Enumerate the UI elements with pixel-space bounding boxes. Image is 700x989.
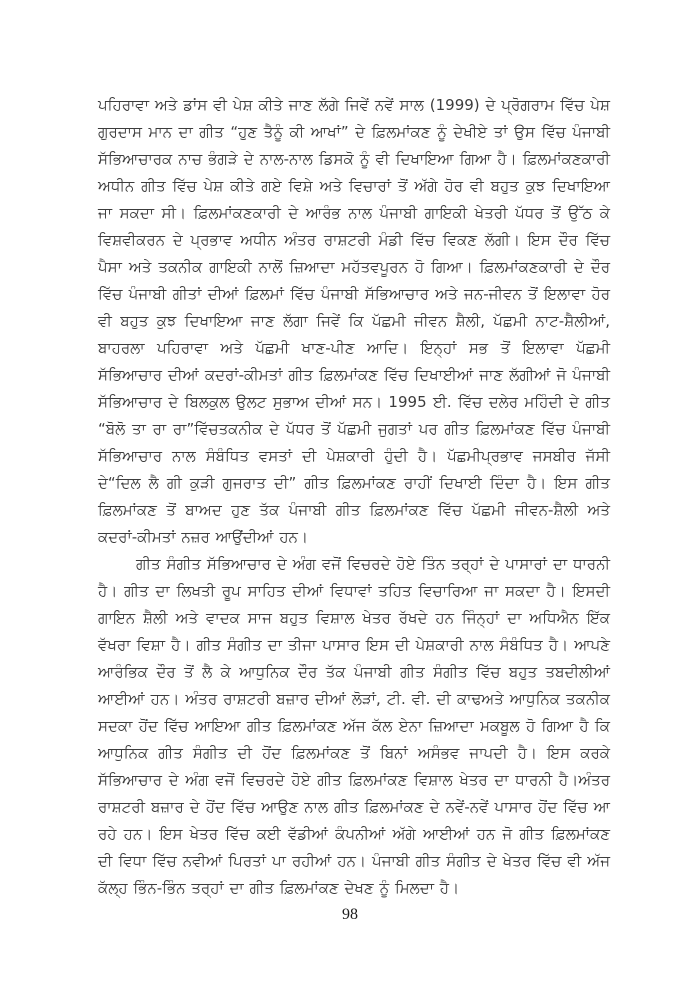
paragraph-2: ਗੀਤ ਸੰਗੀਤ ਸੱਭਿਆਚਾਰ ਦੇ ਅੰਗ ਵਜੋਂ ਵਿਚਰਦੇ ਹੋਏ ਤਿੰਨ ਤਰ੍ਹਾਂ ਦੇ ਪਾਸਾਰਾਂ ਦਾ ਧਾਰਨੀ ਹੈ। ਗੀਤ ਦਾ ਲਿਖਤੀ ਰੂਪ ਸਾਹਿਤ ਦੀਆਂ ਵਿਧਾਵਾਂ ਤਹਿਤ ਵਿਚਾਰਿਆ ਜਾ ਸਕਦਾ ਹੈ। ਇਸਦੀ ਗਾਇਨ ਸ਼ੈਲੀ ਅਤੇ ਵਾਦਕ ਸਾਜ ਬਹੁਤ ਵਿਸ਼ਾਲ ਖੇਤਰ ਰੱਖਦੇ ਹਨ ਜਿੰਨ੍ਹਾਂ ਦਾ ਅਧਿਐਨ ਇੱਕ ਵੱਖਰਾ ਵਿਸ਼ਾ ਹੈ। ਗੀਤ ਸੰਗੀਤ ਦਾ ਤੀਜਾ ਪਾਸਾਰ ਇਸ ਦੀ ਪੇਸ਼ਕਾਰੀ ਨਾਲ ਸੰਬੰਧਿਤ ਹੈ। ਆਪਣੇ ਆਰੰਭਿਕ ਦੌਰ ਤੋਂ ਲੈ ਕੇ ਆਧੁਨਿਕ ਦੌਰ ਤੱਕ ਪੰਜਾਬੀ ਗੀਤ ਸੰਗੀਤ ਵਿੱਚ ਬਹੁਤ ਤਬਦੀਲੀਆਂ ਆਈਆਂ ਹਨ। ਅੰਤਰ ਰਾਸ਼ਟਰੀ ਬਜ਼ਾਰ ਦੀਆਂ ਲੋੜਾਂ, ਟੀ. ਵੀ. ਦੀ ਕਾਢਅਤੇ ਆਧੁਨਿਕ ਤਕਨੀਕ ਸਦਕਾ ਹੋਂਦ ਵਿੱਚ ਆਇਆ ਗੀਤ ਫ਼ਿਲਮਾਂਕਣ ਅੱਜ ਕੱਲ ਏਨਾ ਜ਼ਿਆਦਾ ਮਕਬੂਲ ਹੋ ਗਿਆ ਹੈ ਕਿ ਆਧੁਨਿਕ ਗੀਤ ਸੰਗੀਤ ਦੀ ਹੋਂਦ ਫ਼ਿਲਮਾਂਕਣ ਤੋਂ ਬਿਨਾਂ ਅਸੰਭਵ ਜਾਪਦੀ ਹੈ। ਇਸ ਕਰਕੇ ਸੱਭਿਆਚਾਰ ਦੇ ਅੰਗ ਵਜੋਂ ਵਿਚਰਦੇ ਹੋਏ ਗੀਤ ਫ਼ਿਲਮਾਂਕਣ ਵਿਸ਼ਾਲ ਖੇਤਰ ਦਾ ਧਾਰਨੀ ਹੈ।ਅੰਤਰ ਰਾਸ਼ਟਰੀ ਬਜ਼ਾਰ ਦੇ ਹੋਂਦ ਵਿੱਚ ਆਉਣ ਨਾਲ ਗੀਤ ਫ਼ਿਲਮਾਂਕਣ ਦੇ ਨਵੇਂ-ਨਵੇਂ ਪਾਸਾਰ ਹੋਂਦ ਵਿੱਚ ਆ ਰਹੇ ਹਨ। ਇਸ ਖੇਤਰ ਵਿੱਚ ਕਈ ਵੱਡੀਆਂ ਕੰਪਨੀਆਂ ਅੱਗੇ ਆਈਆਂ ਹਨ ਜੋ ਗੀਤ ਫ਼ਿਲਮਾਂਕਣ ਦੀ ਵਿਧਾ ਵਿੱਚ ਨਵੀਆਂ ਪਿਰਤਾਂ ਪਾ ਰਹੀਆਂ ਹਨ। ਪੰਜਾਬੀ ਗੀਤ ਸੰਗੀਤ ਦੇ ਖੇਤਰ ਵਿੱਚ ਵੀ ਅੱਜ ਕੱਲ੍ਹ ਭਿੰਨ-ਭਿੰਨ ਤਰ੍ਹਾਂ ਦਾ ਗੀਤ ਫ਼ਿਲਮਾਂਕਣ ਦੇਖਣ ਨੂੰ ਮਿਲਦਾ ਹੈ। [98, 555, 610, 897]
body-text [98, 92, 610, 902]
paragraph-1: ਪਹਿਰਾਵਾ ਅਤੇ ਡਾਂਸ ਵੀ ਪੇਸ਼ ਕੀਤੇ ਜਾਣ ਲੱਗੇ ਜਿਵੇਂ ਨਵੇਂ ਸਾਲ (1999) ਦੇ ਪ੍ਰੋਗਰਾਮ ਵਿੱਚ ਪੇਸ਼ ਗੁਰਦਾਸ ਮਾਨ ਦਾ ਗੀਤ “ਹੁਣ ਤੈਨੂੰ ਕੀ ਆਖਾਂ” ਦੇ ਫ਼ਿਲਮਾਂਕਣ ਨੂੰ ਦੇਖੀਏ ਤਾਂ ਉਸ ਵਿੱਚ ਪੰਜਾਬੀ ਸੱਭਿਆਚਾਰਕ ਨਾਚ ਭੰਗੜੇ ਦੇ ਨਾਲ-ਨਾਲ ਡਿਸਕੋ ਨੂੰ ਵੀ ਦਿਖਾਇਆ ਗਿਆ ਹੈ। ਫ਼ਿਲਮਾਂਕਣਕਾਰੀ ਅਧੀਨ ਗੀਤ ਵਿੱਚ ਪੇਸ਼ ਕੀਤੇ ਗਏ ਵਿਸ਼ੇ ਅਤੇ ਵਿਚਾਰਾਂ ਤੋਂ ਅੱਗੇ ਹੋਰ ਵੀ ਬਹੁਤ ਕੁਝ ਦਿਖਾਇਆ ਜਾ ਸਕਦਾ ਸੀ। ਫ਼ਿਲਮਾਂਕਣਕਾਰੀ ਦੇ ਆਰੰਭ ਨਾਲ ਪੰਜਾਬੀ ਗਾਇਕੀ ਖੇਤਰੀ ਪੱਧਰ ਤੋਂ ਉੱਠ ਕੇ ਵਿਸ਼ਵੀਕਰਨ ਦੇ ਪ੍ਰਭਾਵ ਅਧੀਨ ਅੰਤਰ ਰਾਸ਼ਟਰੀ ਮੰਡੀ ਵਿੱਚ ਵਿਕਣ ਲੱਗੀ। ਇਸ ਦੌਰ ਵਿੱਚ ਪੈਸਾ ਅਤੇ ਤਕਨੀਕ ਗਾਇਕੀ ਨਾਲੋਂ ਜ਼ਿਆਦਾ ਮਹੱਤਵਪੂਰਨ ਹੋ ਗਿਆ। ਫ਼ਿਲਮਾਂਕਣਕਾਰੀ ਦੇ ਦੌਰ ਵਿੱਚ ਪੰਜਾਬੀ ਗੀਤਾਂ ਦੀਆਂ ਫ਼ਿਲਮਾਂ ਵਿੱਚ ਪੰਜਾਬੀ ਸੱਭਿਆਚਾਰ ਅਤੇ ਜਨ-ਜੀਵਨ ਤੋਂ ਇਲਾਵਾ ਹੋਰ ਵੀ ਬਹੁਤ ਕੁਝ ਦਿਖਾਇਆ ਜਾਣ ਲੱਗਾ ਜਿਵੇਂ ਕਿ ਪੱਛਮੀ ਜੀਵਨ ਸ਼ੈਲੀ, ਪੱਛਮੀ ਨਾਟ-ਸ਼ੈਲੀਆਂ, ਬਾਹਰਲਾ ਪਹਿਰਾਵਾ ਅਤੇ ਪੱਛਮੀ ਖਾਣ-ਪੀਣ ਆਦਿ। ਇਨ੍ਹਾਂ ਸਭ ਤੋਂ ਇਲਾਵਾ ਪੱਛਮੀ ਸੱਭਿਆਚਾਰ ਦੀਆਂ ਕਦਰਾਂ-ਕੀਮਤਾਂ ਗੀਤ ਫ਼ਿਲਮਾਂਕਣ ਵਿੱਚ ਦਿਖਾਈਆਂ ਜਾਣ ਲੱਗੀਆਂ ਜੋ ਪੰਜਾਬੀ ਸੱਭਿਆਚਾਰ ਦੇ ਬਿਲਕੁਲ ਉਲਟ ਸੁਭਾਅ ਦੀਆਂ ਸਨ। 1995 ਈ. ਵਿੱਚ ਦਲੇਰ ਮਹਿੰਦੀ ਦੇ ਗੀਤ “ਬੋਲੋ ਤਾ ਰਾ ਰਾ”ਵਿੱਚਤਕਨੀਕ ਦੇ ਪੱਧਰ ਤੋਂ ਪੱਛਮੀ ਜੁਗਤਾਂ ਪਰ ਗੀਤ ਫ਼ਿਲਮਾਂਕਣ ਵਿੱਚ ਪੰਜਾਬੀ ਸੱਭਿਆਚਾਰ ਨਾਲ ਸੰਬੰਧਿਤ ਵਸਤਾਂ ਦੀ ਪੇਸ਼ਕਾਰੀ ਹੁੰਦੀ ਹੈ। ਪੱਛਮੀਪ੍ਰਭਾਵ ਜਸਬੀਰ ਜੱਸੀ ਦੇ“ਦਿਲ ਲੈ ਗੀ ਕੁੜੀ ਗੁਜਰਾਤ ਦੀ” ਗੀਤ ਫ਼ਿਲਮਾਂਕਣ ਰਾਹੀਂ ਦਿਖਾਈ ਦਿੰਦਾ ਹੈ। ਇਸ ਗੀਤ ਫ਼ਿਲਮਾਂਕਣ ਤੋਂ ਬਾਅਦ ਹੁਣ ਤੱਕ ਪੰਜਾਬੀ ਗੀਤ ਫ਼ਿਲਮਾਂਕਣ ਵਿੱਚ ਪੱਛਮੀ ਜੀਵਨ-ਸ਼ੈਲੀ ਅਤੇ ਕਦਰਾਂ-ਕੀਮਤਾਂ ਨਜ਼ਰ ਆਉਂਦੀਆਂ ਹਨ। [98, 96, 610, 546]
page-number: 98 [342, 906, 358, 923]
